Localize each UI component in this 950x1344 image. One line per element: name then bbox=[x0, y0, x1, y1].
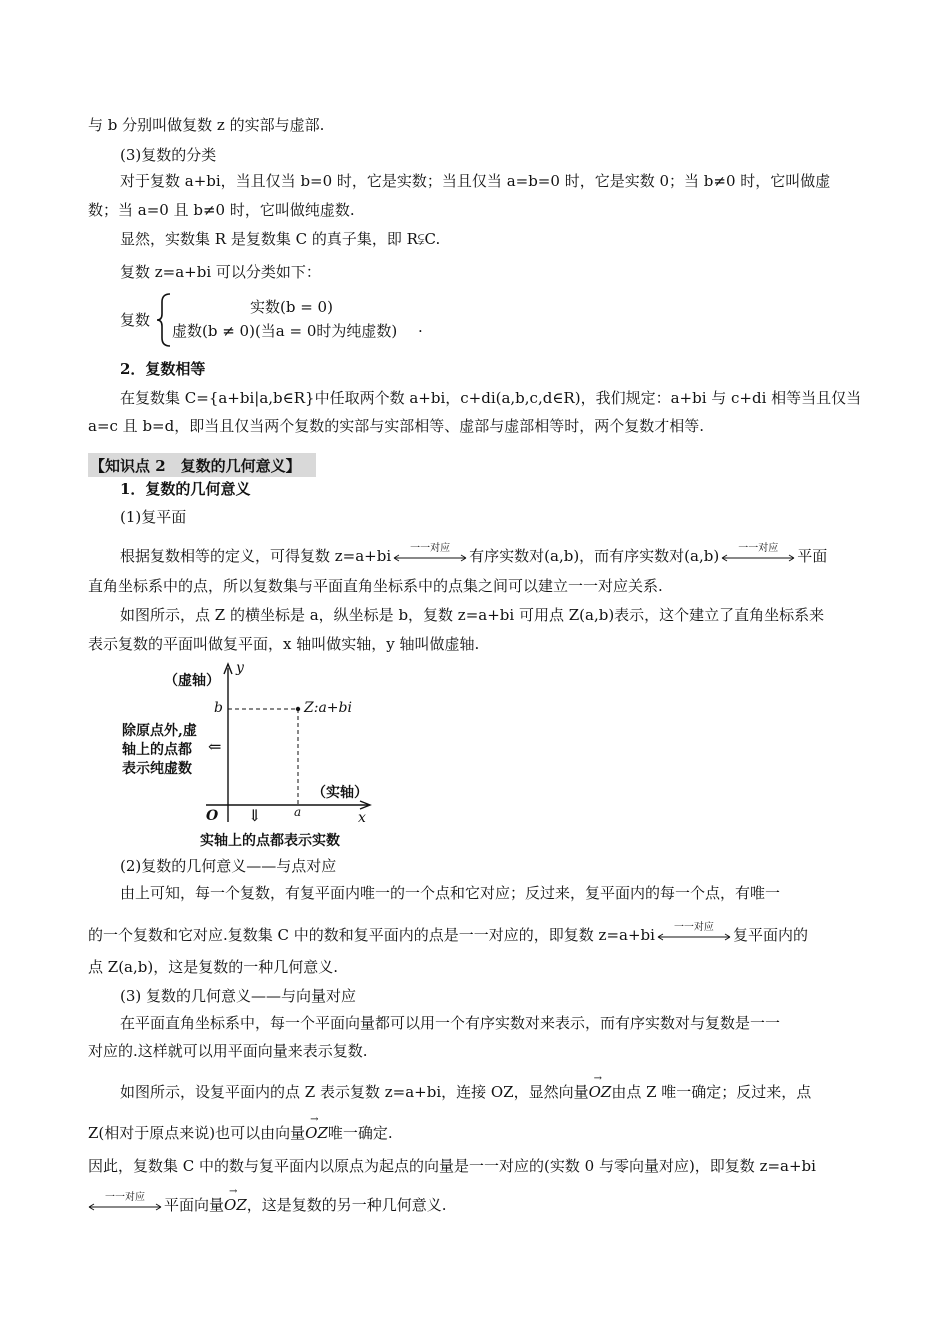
arrow-label: 一一对应 bbox=[105, 1192, 145, 1203]
text-line: 显然，实数集 R 是复数集 C 的真子集，即 R⫋C. bbox=[120, 230, 441, 248]
text-span: ，这是复数的另一种几何意义. bbox=[246, 1196, 447, 1214]
y-axis-label: y bbox=[236, 660, 244, 676]
text-span: 唯一确定. bbox=[327, 1124, 393, 1142]
note-line: 表示纯虚数 bbox=[122, 761, 192, 777]
text-line bbox=[88, 1123, 393, 1143]
subheading: (2)复数的几何意义——与点对应 bbox=[120, 857, 337, 875]
text-span: 平面 bbox=[797, 547, 828, 565]
classify-real: 实数(b = 0) bbox=[250, 298, 333, 316]
vector-oz: → OZ bbox=[224, 1195, 247, 1215]
subheading: (1)复平面 bbox=[120, 508, 187, 526]
text-line: 在平面直角坐标系中，每一个平面向量都可以用一个有序实数对来表示，而有序实数对与复数是一一 bbox=[120, 1014, 781, 1032]
text-line: a=c 且 b=d，即当且仅当两个复数的实部与实部相等、虚部与虚部相等时，两个复数才相等. bbox=[88, 417, 704, 435]
a-tick-label: a bbox=[294, 805, 302, 819]
text-line: 由上可知，每一个复数，有复平面内唯一的一个点和它对应；反过来，复平面内的每一个点，有唯一 bbox=[120, 884, 781, 902]
classify-imag: 虚数(b ≠ 0)(当a = 0时为纯虚数) bbox=[172, 322, 398, 340]
note-line: 轴上的点都 bbox=[122, 742, 192, 758]
knowledge-point-header bbox=[88, 453, 316, 477]
biarrow-icon bbox=[657, 922, 731, 946]
text-line bbox=[120, 1082, 811, 1102]
left-arrow-icon: ⇐ bbox=[208, 737, 222, 756]
imag-axis-label: （虚轴） bbox=[164, 673, 220, 689]
text-line bbox=[120, 543, 828, 567]
text-span: 如图所示，设复平面内的点 Z 表示复数 z=a+bi，连接 OZ，显然向量 bbox=[120, 1083, 589, 1101]
figure-caption: 实轴上的点都表示实数 bbox=[200, 833, 340, 849]
text-line: 直角坐标系中的点，所以复数集与平面直角坐标系中的点集之间可以建立一一对应关系. bbox=[88, 577, 663, 595]
vector-oz: → OZ bbox=[589, 1082, 612, 1102]
text-span: 有序实数对(a,b)，而有序实数对(a,b) bbox=[469, 547, 720, 565]
text-line: 在复数集 C={a+bi|a,b∈R}中任取两个数 a+bi，c+di(a,b,c,d∈R)，我们规定：a+bi 与 c+di 相等当且仅当 bbox=[120, 389, 862, 407]
text-line: 因此，复数集 C 中的数与复平面内以原点为起点的向量是一一对应的(实数 0 与零向量对应)，即复数 z=a+bi bbox=[88, 1157, 816, 1175]
section-heading: 1．复数的几何意义 bbox=[120, 480, 251, 498]
section-heading: 2．复数相等 bbox=[120, 360, 206, 378]
text-span: 复平面内的 bbox=[732, 926, 808, 944]
text-line bbox=[88, 1192, 447, 1216]
text-line: 数；当 a=0 且 b≠0 时，它叫做纯虚数. bbox=[88, 201, 355, 219]
biarrow-icon bbox=[88, 1192, 162, 1216]
text-line: 点 Z(a,b)，这是复数的一种几何意义. bbox=[88, 958, 338, 976]
subheading: (3) 复数的几何意义——与向量对应 bbox=[120, 987, 357, 1005]
knowledge-point-title: 【知识点 2 复数的几何意义】 bbox=[90, 457, 301, 475]
text-line: 表示复数的平面叫做复平面，x 轴叫做实轴，y 轴叫做虚轴. bbox=[88, 635, 480, 653]
text-span: 平面向量 bbox=[164, 1196, 225, 1214]
brace-icon bbox=[156, 292, 172, 348]
subheading: (3)复数的分类 bbox=[120, 146, 217, 164]
text-line: 与 b 分别叫做复数 z 的实部与虚部. bbox=[88, 116, 325, 134]
text-span: Z(相对于原点来说)也可以由向量 bbox=[88, 1124, 306, 1142]
point-label: Z:a+bi bbox=[304, 700, 352, 716]
text-line: 复数 z=a+bi 可以分类如下： bbox=[120, 263, 321, 281]
text-line: 对应的.这样就可以用平面向量来表示复数. bbox=[88, 1042, 368, 1060]
classify-label: 复数 bbox=[120, 311, 151, 329]
x-axis-label: x bbox=[358, 810, 366, 826]
arrow-label: 一一对应 bbox=[410, 543, 451, 554]
vector-oz: → OZ bbox=[305, 1123, 328, 1143]
text-span: 根据复数相等的定义，可得复数 z=a+bi bbox=[120, 547, 392, 565]
text-line: 对于复数 a+bi，当且仅当 b=0 时，它是实数；当且仅当 a=b=0 时，它是实数 0；当 b≠0 时，它叫做虚 bbox=[120, 172, 831, 190]
text-line: 如图所示，点 Z 的横坐标是 a，纵坐标是 b，复数 z=a+bi 可用点 Z(a,b)表示，这个建立了直角坐标系来 bbox=[120, 606, 825, 624]
arrow-label: 一一对应 bbox=[738, 543, 779, 554]
biarrow-icon bbox=[721, 543, 795, 567]
text-span: 的一个复数和它对应.复数集 C 中的数和复平面内的点是一一对应的，即复数 z=a+bi bbox=[88, 926, 655, 944]
b-tick-label: b bbox=[214, 700, 223, 716]
classify-end: . bbox=[418, 318, 423, 336]
real-axis-label: （实轴） bbox=[312, 785, 368, 801]
origin-label: O bbox=[206, 808, 219, 824]
text-line bbox=[88, 922, 808, 946]
arrow-label: 一一对应 bbox=[673, 922, 714, 933]
text-span: 由点 Z 唯一确定；反过来，点 bbox=[611, 1083, 812, 1101]
biarrow-icon bbox=[393, 543, 467, 567]
note-line: 除原点外,虚 bbox=[122, 723, 197, 739]
down-arrow-icon: ⇓ bbox=[248, 806, 262, 825]
